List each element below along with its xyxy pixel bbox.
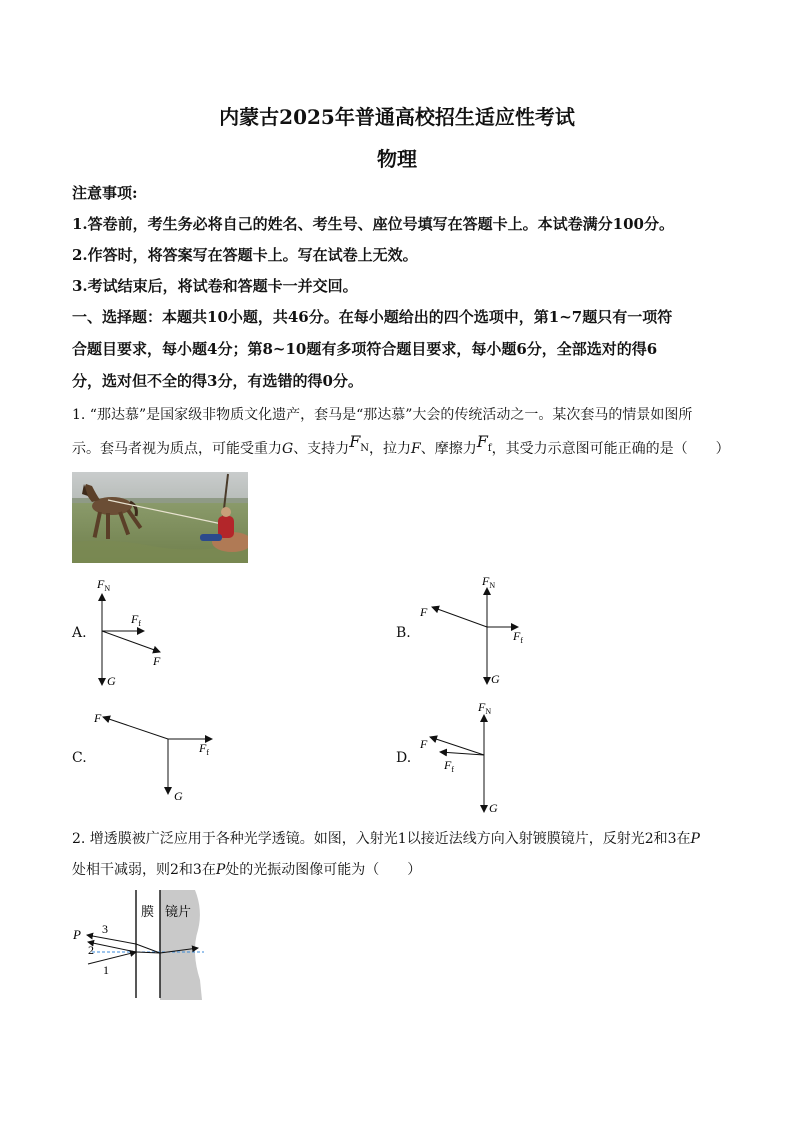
symbol-f: F: [411, 441, 421, 457]
label-g: G: [107, 674, 116, 688]
section-instructions: 一、选择题：本题共10小题，共46分。在每小题给出的四个选项中，第1~7题只有一项符: [72, 308, 673, 326]
label-g: G: [491, 672, 500, 686]
point-p-label: P: [73, 927, 81, 942]
force-arrow-f: [102, 631, 160, 652]
q1-text: ，拉力: [369, 441, 412, 457]
label-ff: $F_f$: [131, 612, 142, 628]
ray-2-label: 2: [88, 943, 94, 957]
option-d-diagram[interactable]: [410, 695, 530, 820]
option-d-label[interactable]: D.: [396, 750, 412, 766]
label-ff: $F_f$: [199, 741, 210, 757]
q1-stem-line2: [72, 432, 730, 460]
lens-label: 镜片: [165, 904, 192, 919]
symbol-p: P: [215, 862, 226, 878]
note-item: 2.作答时，将答案写在答题卡上。写在试卷上无效。: [72, 246, 418, 264]
label-f: F: [420, 605, 428, 619]
q2-stem-line2: [72, 859, 421, 879]
section-instructions: 分，选对但不全的得3分，有选错的得0分。: [72, 372, 363, 390]
symbol-fn-sub: N: [360, 443, 370, 455]
label-fn: $F_N$: [478, 700, 492, 716]
force-arrow-f: [430, 737, 484, 755]
section-instructions: 合题目要求，每小题4分；第8~10题有多项符合题目要求，每小题6分，全部选对的得6: [72, 340, 658, 358]
label-f: F: [420, 737, 428, 751]
symbol-ff-main: F: [476, 432, 488, 451]
force-arrow-f: [432, 607, 487, 627]
q1-text: ，其受力示意图可能正确的是（ ）: [491, 441, 730, 457]
label-fn: $F_N$: [97, 577, 111, 593]
q2-text: 处的光振动图像可能为（ ）: [225, 862, 422, 878]
horse-lasso-photo: [72, 472, 248, 563]
symbol-p: P: [690, 831, 700, 847]
symbol-fn-main: F: [349, 432, 361, 451]
label-f: F: [94, 711, 102, 725]
option-c-diagram[interactable]: [86, 704, 226, 806]
subject-title: 物理: [377, 147, 417, 171]
q1-text: 、摩擦力: [420, 441, 477, 457]
option-b-label[interactable]: B.: [396, 625, 411, 641]
q2-text: 处相干减弱，则2和3在: [72, 862, 216, 878]
force-arrow-f: [103, 717, 168, 739]
reflected-ray-2: [88, 942, 136, 952]
symbol-ff-sub: f: [487, 443, 492, 455]
symbol-fn: [349, 432, 370, 455]
symbol-ff: [476, 432, 492, 455]
q1-text: 、支持力: [293, 441, 350, 457]
ray-1-label: 1: [103, 963, 109, 977]
photo-illustration: [72, 472, 248, 563]
label-f: F: [153, 654, 161, 668]
option-c-label[interactable]: C.: [72, 750, 87, 766]
option-a-diagram[interactable]: [82, 570, 192, 692]
label-ff: $F_f$: [444, 758, 455, 774]
symbol-g: G: [282, 441, 294, 457]
film-label: 膜: [141, 904, 155, 919]
coating-lens-diagram: [70, 890, 210, 1000]
note-item: 3.考试结束后，将试卷和答题卡一并交回。: [72, 277, 358, 295]
q1-text: 示。套马者视为质点，可能受重力: [72, 441, 282, 457]
option-a-label[interactable]: A.: [72, 625, 87, 641]
ray-3-label: 3: [102, 922, 108, 936]
q2-text: 2. 增透膜被广泛应用于各种光学透镜。如图，入射光1以接近法线方向入射镀膜镜片，反射光2和3在: [72, 831, 691, 847]
label-ff: $F_f$: [513, 629, 524, 645]
label-fn: $F_N$: [482, 574, 496, 590]
label-g: G: [174, 789, 183, 803]
q2-stem-line1: [72, 828, 700, 848]
note-item: 1.答卷前，考生务必将自己的姓名、考生号、座位号填写在答题卡上。本试卷满分100分。: [72, 215, 674, 233]
exam-title: 内蒙古2025年普通高校招生适应性考试: [219, 105, 575, 129]
notes-heading: 注意事项:: [72, 184, 138, 202]
label-g: G: [489, 801, 498, 815]
q1-stem-line1: 1. “那达慕”是国家级非物质文化遗产，套马是“那达慕”大会的传统活动之一。某次套马的情景如图所: [72, 407, 693, 423]
option-b-diagram[interactable]: [410, 568, 540, 693]
